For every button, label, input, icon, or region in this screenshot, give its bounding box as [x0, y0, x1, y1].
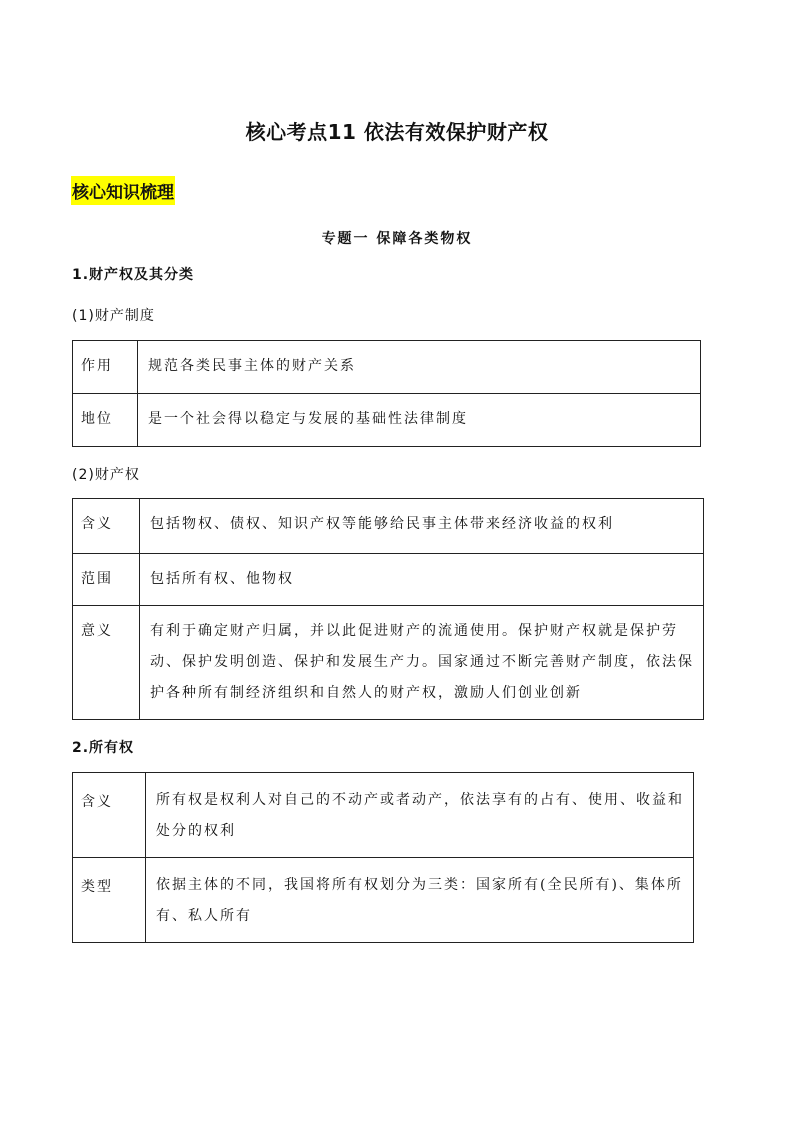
- row-value: 包括所有权、他物权: [140, 554, 704, 606]
- table-row: [73, 499, 704, 554]
- row-key: 范围: [73, 554, 140, 606]
- subheading-property-system: (1)财产制度: [72, 308, 155, 324]
- table-row: [73, 858, 694, 943]
- row-value: 包括物权、债权、知识产权等能够给民事主体带来经济收益的权利: [140, 499, 704, 554]
- subheading-property-right: (2)财产权: [72, 467, 140, 483]
- table-row: [73, 394, 701, 447]
- topic-title: 专题一 保障各类物权: [321, 231, 473, 247]
- row-key: 含义: [73, 773, 146, 858]
- table-row: [73, 341, 701, 394]
- row-value: 有利于确定财产归属，并以此促进财产的流通使用。保护财产权就是保护劳动、保护发明创造、保护和发展生产力。国家通过不断完善财产制度，依法保护各种所有制经济组织和自然人的财产权，激励人们创业创新: [140, 606, 704, 720]
- row-value: 规范各类民事主体的财产关系: [138, 341, 701, 394]
- row-value: 所有权是权利人对自己的不动产或者动产，依法享有的占有、使用、收益和处分的权利: [146, 773, 694, 858]
- property-right-table: [72, 498, 704, 720]
- row-key: 地位: [73, 394, 138, 447]
- ownership-table: [72, 772, 694, 943]
- row-value: 依据主体的不同，我国将所有权划分为三类：国家所有(全民所有)、集体所有、私人所有: [146, 858, 694, 943]
- row-key: 含义: [73, 499, 140, 554]
- page-title: 核心考点11 依法有效保护财产权: [245, 120, 549, 144]
- section-label-highlighted: 核心知识梳理: [71, 176, 175, 205]
- row-key: 意义: [73, 606, 140, 720]
- table-row: [73, 606, 704, 720]
- table-row: [73, 554, 704, 606]
- table-row: [73, 773, 694, 858]
- heading-ownership: 2.所有权: [72, 740, 135, 756]
- row-key: 类型: [73, 858, 146, 943]
- row-value: 是一个社会得以稳定与发展的基础性法律制度: [138, 394, 701, 447]
- row-key: 作用: [73, 341, 138, 394]
- heading-property-rights: 1.财产权及其分类: [72, 267, 195, 283]
- property-system-table: [72, 340, 701, 447]
